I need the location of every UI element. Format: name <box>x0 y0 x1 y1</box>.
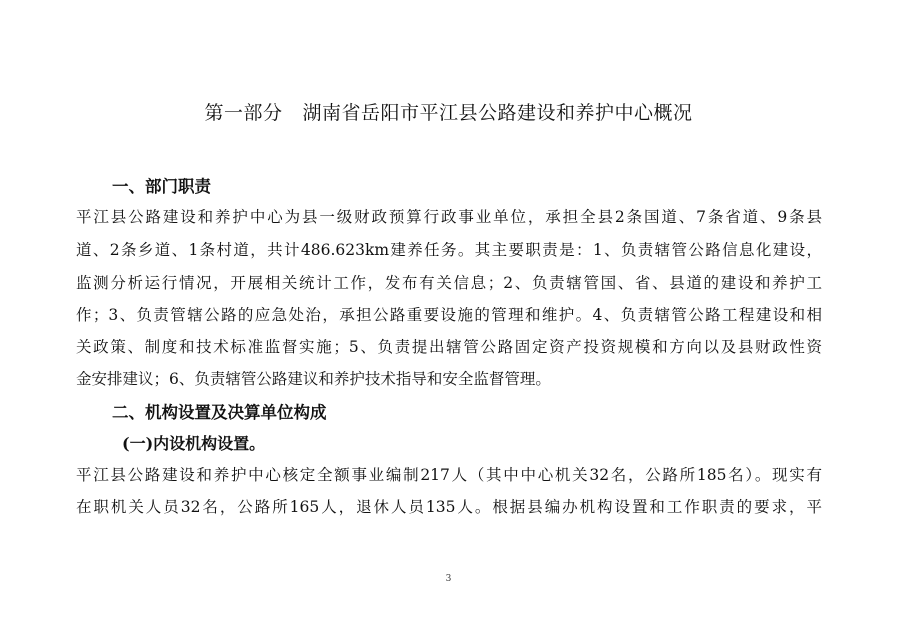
paragraph-line: 监测分析运行情况，开展相关统计工作，发布有关信息；2、负责辖管国、省、县道的建设和养护工 <box>76 274 822 292</box>
section2-heading: 二、机构设置及决算单位构成 <box>112 403 327 422</box>
paragraph-line: 作；3、负责管辖公路的应急处治，承担公路重要设施的管理和维护。4、负责辖管公路工程建设和相 <box>76 306 822 324</box>
page-title <box>0 98 897 125</box>
section1-heading: 一、部门职责 <box>112 177 211 196</box>
title-text: 湖南省岳阳市平江县公路建设和养护中心概况 <box>302 102 693 124</box>
paragraph-line: 在职机关人员32名，公路所165人，退休人员135人。根据县编办机构设置和工作职责的要求，平 <box>76 498 822 516</box>
title-part: 第一部分 <box>204 102 283 124</box>
paragraph-line: 平江县公路建设和养护中心为县一级财政预算行政事业单位，承担全县2条国道、7条省道、9条县 <box>76 208 822 226</box>
paragraph-line: 关政策、制度和技术标准监督实施；5、负责提出辖管公路固定资产投资规模和方向以及县财政性资 <box>76 338 822 356</box>
paragraph-line: 平江县公路建设和养护中心核定全额事业编制217人（其中中心机关32名，公路所185名）。现实有 <box>76 466 822 484</box>
page-number: 3 <box>445 574 452 584</box>
paragraph-line: 道、2条乡道、1条村道，共计486.623km建养任务。其主要职责是：1、负责辖管公路信息化建设， <box>76 241 822 259</box>
section2-subheading: (一)内设机构设置。 <box>122 434 266 453</box>
paragraph-line: 金安排建议；6、负责辖管公路建议和养护技术指导和安全监督管理。 <box>76 370 551 388</box>
